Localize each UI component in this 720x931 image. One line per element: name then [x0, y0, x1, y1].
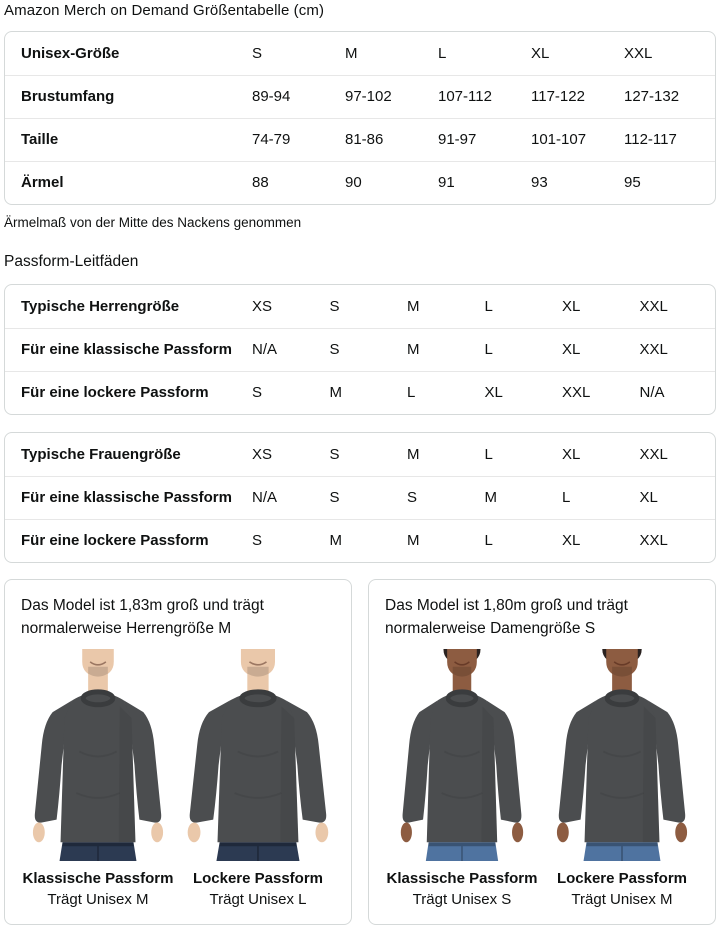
fit-cell: M [405, 519, 483, 562]
fit-table-men [4, 284, 716, 415]
measure-cell: 101-107 [529, 118, 622, 161]
fit-cell: S [250, 371, 328, 414]
model-photos [21, 649, 335, 861]
fit-cell: M [328, 519, 406, 562]
worn-size: Trägt Unisex M [571, 891, 673, 908]
fit-cell: XL [483, 371, 561, 414]
fit-label: Klassische Passform [22, 870, 174, 887]
fit-cell: L [483, 328, 561, 371]
measure-cell: 89-94 [250, 75, 343, 118]
fit-cell: N/A [638, 371, 716, 414]
fit-cell: M [407, 297, 420, 315]
fit-cell: XS [252, 445, 273, 463]
fit-cell: XXL [560, 371, 638, 414]
table-row [5, 433, 715, 476]
fit-cell: XXL [638, 328, 716, 371]
fit-cell: N/A [250, 476, 328, 519]
size-cell: S [252, 44, 263, 62]
measure-cell: 88 [250, 161, 343, 204]
photo-captions [385, 868, 699, 910]
measure-cell: 107-112 [436, 75, 529, 118]
row-label: Für eine klassische Passform [5, 476, 250, 519]
worn-size: Trägt Unisex M [47, 891, 149, 908]
fit-cell: M [407, 445, 420, 463]
fit-cell: M [483, 476, 561, 519]
photo-captions [21, 868, 335, 910]
fit-cell: S [250, 519, 328, 562]
fit-cell: S [328, 476, 406, 519]
fit-cell: XXL [639, 297, 668, 315]
size-cell: XXL [624, 44, 653, 62]
fit-cell: N/A [250, 328, 328, 371]
fit-cell: L [405, 371, 483, 414]
row-label: Für eine lockere Passform [5, 371, 250, 414]
fit-cell: XS [252, 297, 273, 315]
fit-cell: XL [560, 519, 638, 562]
model-description: Das Model ist 1,83m groß und trägt normalerweise Herrengröße M [21, 597, 264, 637]
size-cell: L [438, 44, 447, 62]
fit-cell: XL [638, 476, 716, 519]
row-label: Brustumfang [5, 75, 250, 118]
fit-cell: XL [560, 328, 638, 371]
measure-cell: 81-86 [343, 118, 436, 161]
fit-cell: S [405, 476, 483, 519]
measure-cell: 112-117 [622, 118, 715, 161]
measure-cell: 91 [436, 161, 529, 204]
size-cell: XL [531, 44, 550, 62]
model-photo-classic-fit [385, 649, 539, 861]
fit-cell: S [329, 445, 340, 463]
table-row [5, 161, 715, 204]
fit-label: Klassische Passform [386, 870, 538, 887]
fit-cell: L [560, 476, 638, 519]
fit-cell: XXL [638, 519, 716, 562]
model-description: Das Model ist 1,80m groß und trägt normalerweise Damengröße S [385, 597, 628, 637]
measure-cell: 127-132 [622, 75, 715, 118]
measure-cell: 95 [622, 161, 715, 204]
row-label: Unisex-Größe [21, 44, 120, 62]
model-photo-loose-fit [181, 649, 335, 861]
row-label: Taille [5, 118, 250, 161]
row-label: Ärmel [5, 161, 250, 204]
fit-caption [181, 868, 335, 910]
worn-size: Trägt Unisex L [209, 891, 307, 908]
fit-label: Lockere Passform [192, 870, 324, 887]
table-row [5, 371, 715, 414]
fit-cell: XXL [639, 445, 668, 463]
measure-cell: 91-97 [436, 118, 529, 161]
size-cell: M [345, 44, 358, 62]
table-row [5, 328, 715, 371]
table-row [5, 476, 715, 519]
page-title: Amazon Merch on Demand Größentabelle (cm) [4, 2, 325, 19]
fit-cell: XL [562, 297, 581, 315]
measure-cell: 93 [529, 161, 622, 204]
fit-label: Lockere Passform [556, 870, 688, 887]
fit-caption [385, 868, 539, 910]
table-row [5, 32, 715, 75]
table-row [5, 285, 715, 328]
measure-cell: 74-79 [250, 118, 343, 161]
row-label: Typische Herrengröße [21, 297, 180, 315]
measure-cell: 90 [343, 161, 436, 204]
model-card-women [368, 579, 716, 925]
fit-table-women [4, 432, 716, 563]
fit-cell: M [328, 371, 406, 414]
fit-caption [21, 868, 175, 910]
fit-cell: S [328, 328, 406, 371]
table-row [5, 75, 715, 118]
sleeve-note: Ärmelmaß von der Mitte des Nackens genommen [4, 215, 302, 230]
fit-cell: S [329, 297, 340, 315]
measure-cell: 117-122 [529, 75, 622, 118]
model-photo-loose-fit [545, 649, 699, 861]
table-row [5, 118, 715, 161]
size-table [4, 31, 716, 205]
measure-cell: 97-102 [343, 75, 436, 118]
fit-cell: XL [562, 445, 581, 463]
table-row [5, 519, 715, 562]
model-photos [385, 649, 699, 861]
fit-cell: L [484, 445, 493, 463]
fit-caption [545, 868, 699, 910]
model-cards [4, 579, 716, 925]
row-label: Für eine lockere Passform [5, 519, 250, 562]
model-card-men [4, 579, 352, 925]
model-photo-classic-fit [21, 649, 175, 861]
worn-size: Trägt Unisex S [412, 891, 512, 908]
fit-cell: L [484, 297, 493, 315]
row-label: Für eine klassische Passform [5, 328, 250, 371]
fit-guides-title: Passform-Leitfäden [4, 253, 139, 270]
fit-cell: M [405, 328, 483, 371]
row-label: Typische Frauengröße [21, 445, 181, 463]
fit-cell: L [483, 519, 561, 562]
